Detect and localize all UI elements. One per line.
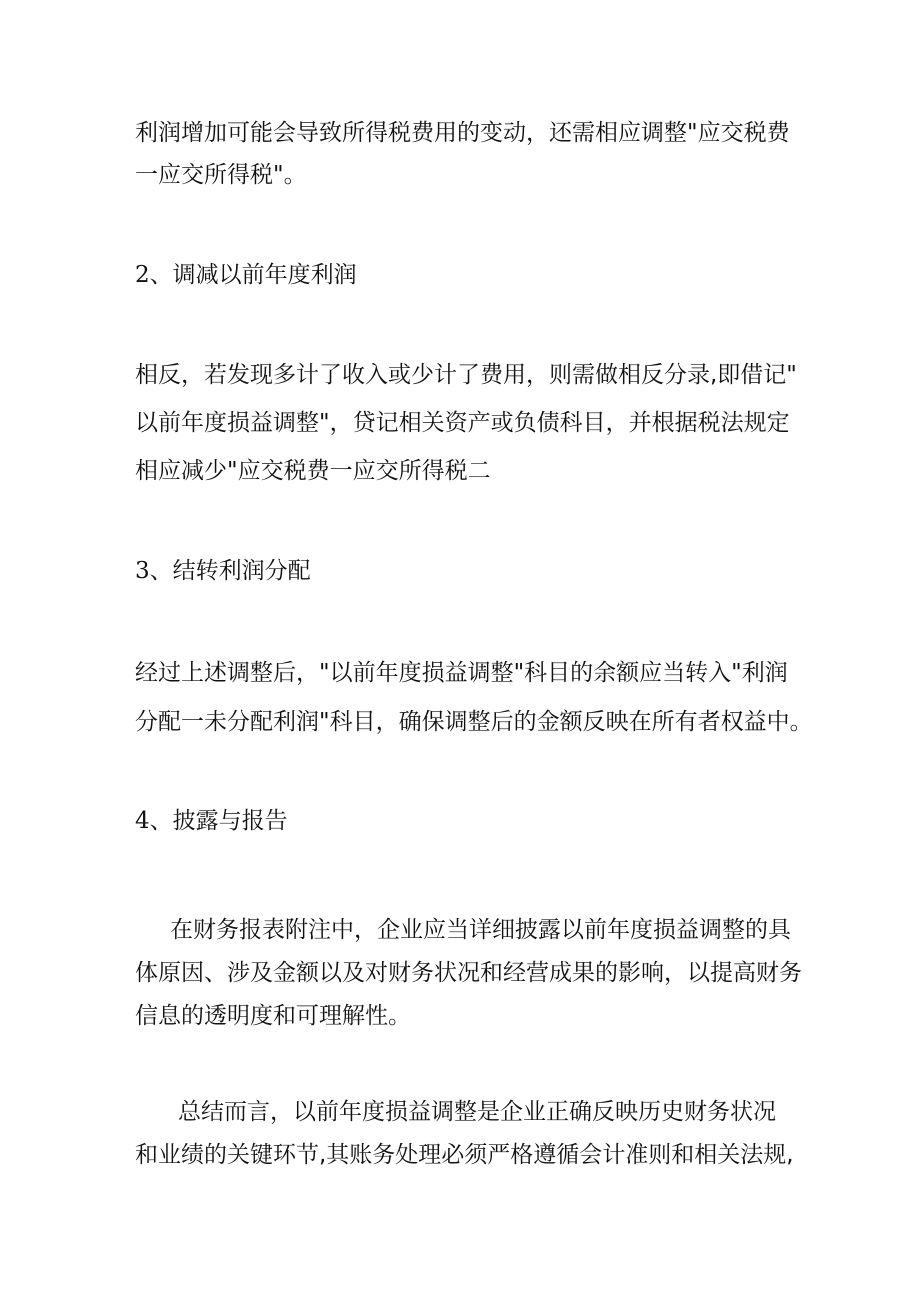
section-heading-3: 3、结转利润分配 (135, 558, 311, 584)
paragraph-4-line-1: 在财务报表附注中，企业应当详细披露以前年度损益调整的具 (170, 917, 791, 943)
paragraph-4-line-2: 体原因、涉及金额以及对财务状况和经营成果的影响，以提高财务 (135, 960, 802, 986)
paragraph-5-line-1: 总结而言，以前年度损益调整是企业正确反映历史财务状况 (178, 1099, 776, 1125)
section-heading-2: 2、调减以前年度利润 (135, 262, 357, 288)
paragraph-2-line-1: 相反，若发现多计了收入或少计了费用，则需做相反分录,即借记" (135, 362, 797, 388)
paragraph-4-line-3: 信息的透明度和可理解性。 (135, 1003, 411, 1029)
paragraph-3-line-2: 分配一未分配利润"科目，确保调整后的金额反映在所有者权益中。 (135, 709, 813, 735)
paragraph-2-line-3: 相应减少"应交税费一应交所得税二 (135, 458, 491, 484)
section-heading-4: 4、披露与报告 (135, 808, 288, 834)
paragraph-1-line-1: 利润增加可能会导致所得税费用的变动，还需相应调整"应交税费 (135, 120, 790, 146)
paragraph-2-line-2: 以前年度损益调整"，贷记相关资产或负债科目，并根据税法规定 (135, 410, 790, 436)
paragraph-3-line-1: 经过上述调整后，"以前年度损益调整"科目的余额应当转入"利润 (135, 660, 788, 686)
paragraph-5-line-2: 和业绩的关键环节,其账务处理必须严格遵循会计准则和相关法规, (135, 1142, 794, 1168)
paragraph-1-line-2: 一应交所得税"。 (135, 162, 307, 188)
